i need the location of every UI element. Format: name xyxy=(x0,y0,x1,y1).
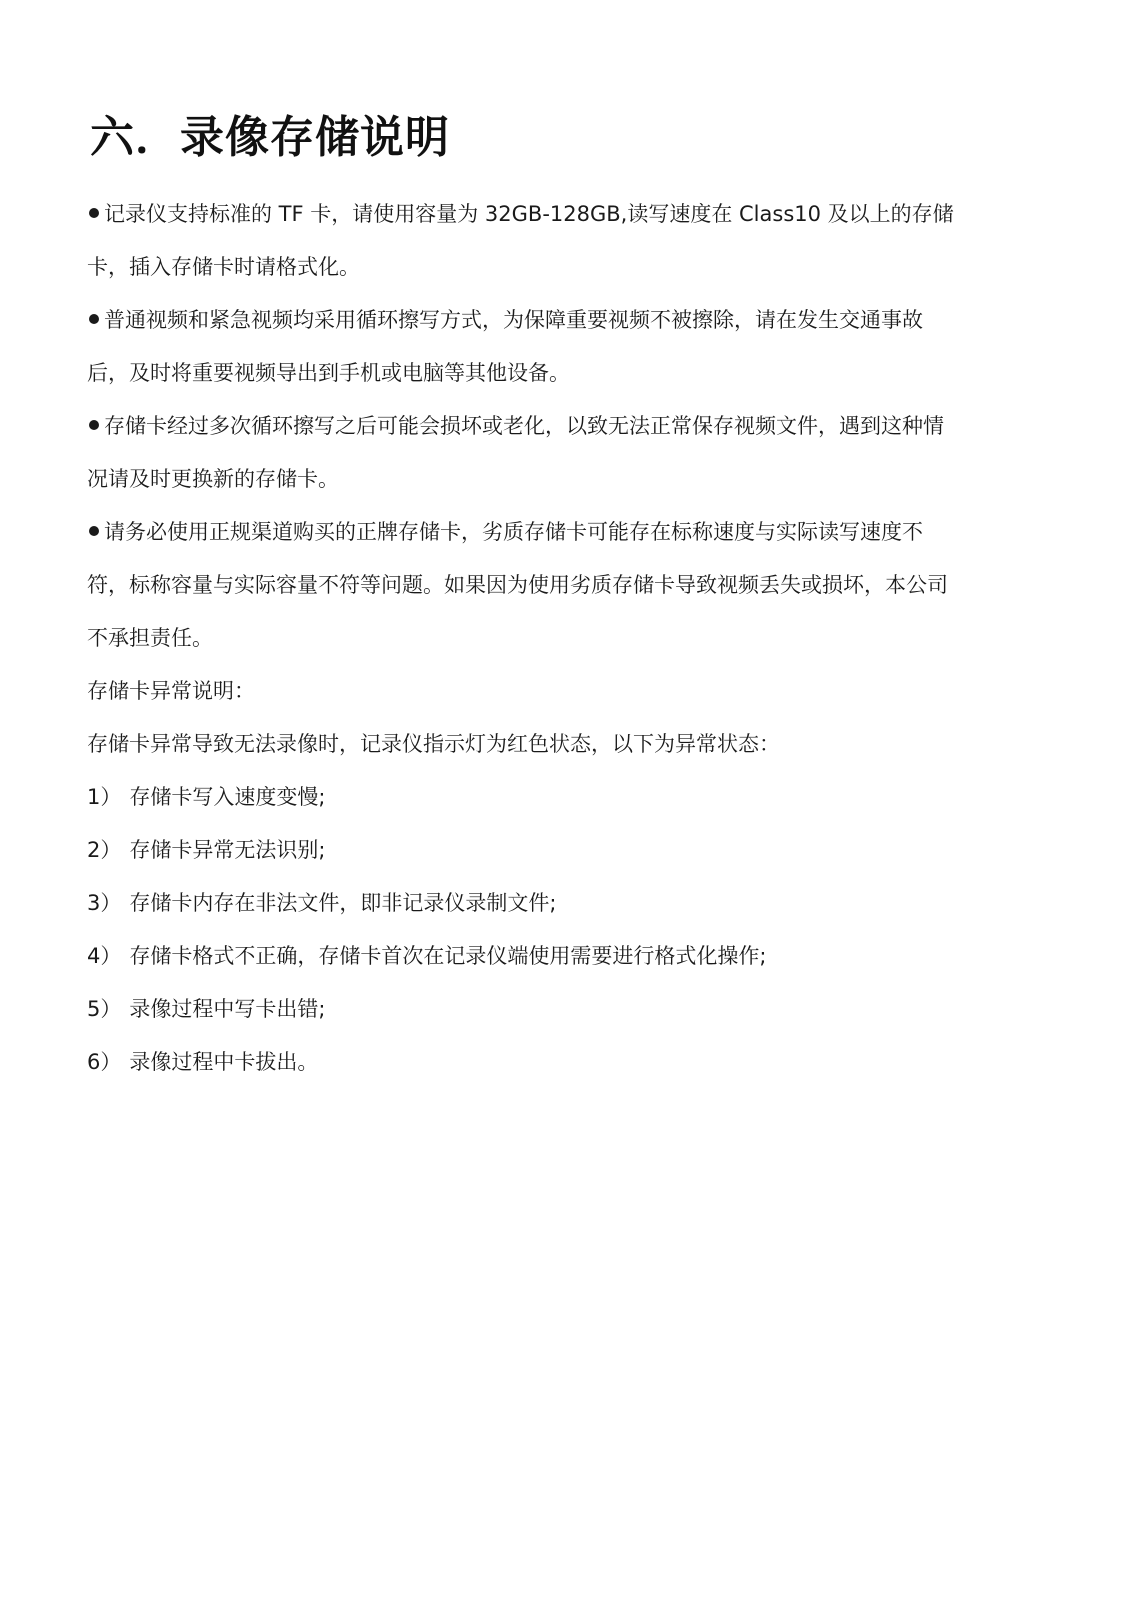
bullet-text: 请务必使用正规渠道购买的正牌存储卡，劣质存储卡可能存在标称速度与实际读写速度不符，标称容量与实际容量不符等问题。如果因为使用劣质存储卡导致视频丢失或损坏，本公司不承担责任。 xyxy=(87,520,948,650)
bullet-paragraph-genuine-card xyxy=(87,506,957,665)
bullet-text: 存储卡经过多次循环擦写之后可能会损坏或老化，以致无法正常保存视频文件，遇到这种情况请及时更换新的存储卡。 xyxy=(87,414,944,491)
abnormal-list xyxy=(87,771,957,1089)
bullet-paragraph-tf-card xyxy=(87,188,957,294)
section-title: 六．录像存储说明 xyxy=(90,112,450,163)
item-number: 3） xyxy=(87,891,122,915)
abnormal-heading: 存储卡异常说明： xyxy=(87,679,255,703)
item-number: 4） xyxy=(87,944,122,968)
item-number: 5） xyxy=(87,997,122,1021)
list-item xyxy=(87,930,957,983)
item-number: 6） xyxy=(87,1050,122,1074)
bullet-icon xyxy=(89,526,99,536)
list-item xyxy=(87,771,957,824)
item-number: 2） xyxy=(87,838,122,862)
item-text: 录像过程中卡拔出。 xyxy=(129,1050,319,1074)
bullet-icon xyxy=(89,314,99,324)
section-body xyxy=(87,188,957,1089)
list-item xyxy=(87,824,957,877)
bullet-text: 普通视频和紧急视频均采用循环擦写方式，为保障重要视频不被擦除，请在发生交通事故后，及时将重要视频导出到手机或电脑等其他设备。 xyxy=(87,308,923,385)
bullet-icon xyxy=(89,208,99,218)
item-text: 存储卡内存在非法文件，即非记录仪录制文件; xyxy=(129,891,557,915)
list-item xyxy=(87,877,957,930)
item-text: 存储卡写入速度变慢; xyxy=(129,785,326,809)
list-item xyxy=(87,983,957,1036)
item-text: 存储卡异常无法识别; xyxy=(129,838,326,862)
bullet-text: 记录仪支持标准的 TF 卡，请使用容量为 32GB-128GB,读写速度在 Class10 及以上的存储卡，插入存储卡时请格式化。 xyxy=(87,202,954,279)
list-item xyxy=(87,1036,957,1089)
item-text: 存储卡格式不正确，存储卡首次在记录仪端使用需要进行格式化操作; xyxy=(129,944,767,968)
bullet-paragraph-card-wear xyxy=(87,400,957,506)
abnormal-intro: 存储卡异常导致无法录像时，记录仪指示灯为红色状态，以下为异常状态： xyxy=(87,732,780,756)
bullet-icon xyxy=(89,420,99,430)
bullet-paragraph-loop-recording xyxy=(87,294,957,400)
item-text: 录像过程中写卡出错; xyxy=(129,997,326,1021)
item-number: 1） xyxy=(87,785,122,809)
